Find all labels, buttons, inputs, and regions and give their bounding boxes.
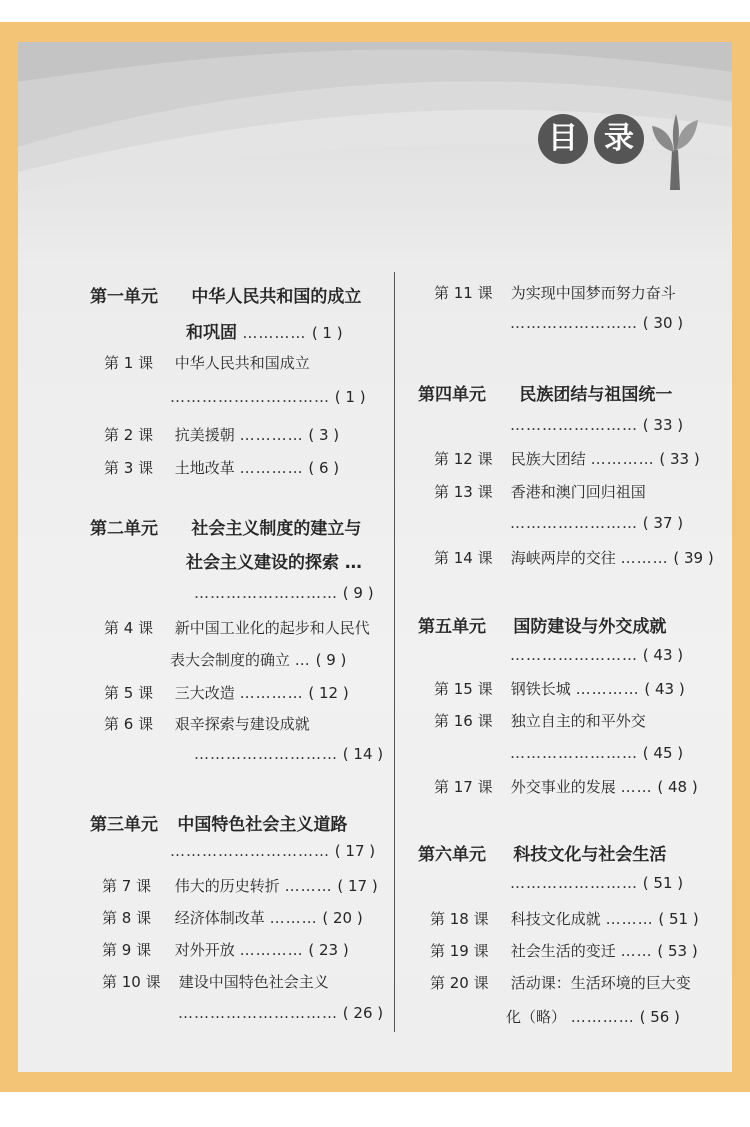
lesson-title: 经济体制改革 — [174, 909, 265, 927]
page-number: ( 30 ) — [642, 314, 684, 332]
unit-2-page-line: ……………………… ( 9 ) — [194, 584, 374, 602]
page-number: ( 1 ) — [334, 388, 366, 406]
toc-page — [18, 42, 732, 1072]
unit-name: 中华人民共和国的成立 — [191, 287, 362, 307]
lesson-19[interactable]: 第 19 课 社会生活的变迁 …… ( 53 ) — [430, 942, 698, 960]
page-number: ( 12 ) — [308, 684, 349, 702]
lesson-number: 第 6 课 — [104, 715, 154, 733]
page-number: ( 23 ) — [308, 941, 349, 959]
lesson-10-page-line: ………………………… ( 26 ) — [178, 1004, 384, 1022]
unit-3-title[interactable] — [90, 810, 347, 835]
lesson-14[interactable]: 第 14 课 海峡两岸的交往 ……… ( 39 ) — [434, 549, 714, 567]
lesson-3[interactable]: 第 3 课 土地改革 ………… ( 6 ) — [104, 459, 340, 477]
lesson-13-page-line: …………………… ( 37 ) — [510, 514, 684, 532]
column-divider — [394, 272, 395, 1032]
unit-name: 民族团结与祖国统一 — [519, 385, 673, 405]
lesson-20[interactable] — [430, 972, 691, 993]
page-number: ( 45 ) — [642, 744, 684, 762]
lesson-number: 第 12 课 — [434, 450, 493, 468]
lesson-title: 伟大的历史转折 — [174, 877, 280, 895]
page-number: ( 26 ) — [342, 1004, 384, 1022]
page-number: ( 51 ) — [642, 874, 684, 892]
lesson-number: 第 4 课 — [104, 619, 154, 637]
lesson-7[interactable]: 第 7 课 伟大的历史转折 ……… ( 17 ) — [102, 877, 378, 895]
unit-label: 第二单元 — [90, 519, 158, 539]
sprout-tree-icon — [650, 110, 700, 190]
lesson-16-page-line: …………………… ( 45 ) — [510, 744, 684, 762]
lesson-title: 香港和澳门回归祖国 — [510, 483, 646, 501]
lesson-number: 第 9 课 — [102, 941, 152, 959]
unit-name: 中国特色社会主义道路 — [177, 815, 348, 835]
lesson-title: 活动课：生活环境的巨大变 — [510, 974, 691, 992]
lesson-title: 对外开放 — [174, 941, 235, 959]
lesson-1[interactable] — [104, 352, 310, 373]
page-number: ( 43 ) — [642, 646, 684, 664]
page-number: ( 14 ) — [342, 745, 384, 763]
unit-name-cont: 社会主义建设的探索 … — [186, 553, 362, 573]
lesson-16[interactable] — [434, 710, 646, 731]
lesson-title-cont: 表大会制度的确立 — [170, 651, 291, 669]
lesson-11[interactable] — [434, 282, 676, 303]
page-frame — [0, 22, 750, 1092]
lesson-15[interactable]: 第 15 课 钢铁长城 ………… ( 43 ) — [434, 680, 685, 698]
lesson-title: 为实现中国梦而努力奋斗 — [510, 284, 676, 302]
page-number: ( 17 ) — [334, 842, 376, 860]
lesson-5[interactable]: 第 5 课 三大改造 ………… ( 12 ) — [104, 684, 349, 702]
page-number: ( 51 ) — [658, 910, 699, 928]
unit-6-title[interactable] — [418, 840, 666, 865]
lesson-number: 第 17 课 — [434, 778, 493, 796]
lesson-9[interactable]: 第 9 课 对外开放 ………… ( 23 ) — [102, 941, 349, 959]
unit-5-page-line: …………………… ( 43 ) — [510, 646, 684, 664]
lesson-number: 第 19 课 — [430, 942, 489, 960]
lesson-number: 第 16 课 — [434, 712, 493, 730]
unit-name: 国防建设与外交成就 — [513, 617, 667, 637]
page-number: ( 33 ) — [659, 450, 700, 468]
lesson-18[interactable]: 第 18 课 科技文化成就 ……… ( 51 ) — [430, 910, 699, 928]
lesson-4[interactable] — [104, 617, 370, 638]
lesson-number: 第 13 课 — [434, 483, 493, 501]
lesson-17[interactable]: 第 17 课 外交事业的发展 …… ( 48 ) — [434, 778, 698, 796]
lesson-1-page-line: ………………………… ( 1 ) — [170, 388, 366, 406]
unit-2-title[interactable] — [90, 514, 361, 539]
lesson-number: 第 3 课 — [104, 459, 154, 477]
page-number: ( 3 ) — [308, 426, 340, 444]
page-number: ( 20 ) — [322, 909, 363, 927]
lesson-number: 第 18 课 — [430, 910, 489, 928]
page-number: ( 37 ) — [642, 514, 684, 532]
page-number: ( 48 ) — [657, 778, 698, 796]
unit-name: 社会主义制度的建立与 — [191, 519, 362, 539]
lesson-title: 外交事业的发展 — [510, 778, 616, 796]
lesson-title: 科技文化成就 — [510, 910, 601, 928]
unit-label: 第一单元 — [90, 287, 158, 307]
page-number: ( 6 ) — [308, 459, 340, 477]
title-char-mu: 目 — [538, 114, 588, 164]
page-number: ( 9 ) — [342, 584, 374, 602]
lesson-6[interactable] — [104, 713, 310, 734]
page-number: ( 43 ) — [644, 680, 685, 698]
unit-label: 第四单元 — [418, 385, 486, 405]
lesson-8[interactable]: 第 8 课 经济体制改革 ……… ( 20 ) — [102, 909, 363, 927]
lesson-title: 三大改造 — [174, 684, 235, 702]
lesson-number: 第 15 课 — [434, 680, 493, 698]
unit-name-cont: 和巩固 — [186, 323, 237, 343]
lesson-number: 第 8 课 — [102, 909, 152, 927]
unit-4-page-line: …………………… ( 33 ) — [510, 416, 684, 434]
lesson-title: 中华人民共和国成立 — [174, 354, 310, 372]
unit-label: 第六单元 — [418, 845, 486, 865]
lesson-title: 钢铁长城 — [510, 680, 571, 698]
page-number: ( 53 ) — [657, 942, 698, 960]
lesson-title: 社会生活的变迁 — [510, 942, 616, 960]
title-char-lu: 录 — [594, 114, 644, 164]
page-number: ( 17 ) — [337, 877, 378, 895]
lesson-title: 艰辛探索与建设成就 — [174, 715, 310, 733]
lesson-number: 第 11 课 — [434, 284, 493, 302]
lesson-title-cont: 化（略） — [506, 1008, 567, 1026]
lesson-title: 建设中国特色社会主义 — [178, 973, 329, 991]
lesson-13[interactable] — [434, 481, 646, 502]
lesson-10[interactable] — [102, 971, 329, 992]
toc-title — [538, 114, 708, 194]
lesson-11-page-line: …………………… ( 30 ) — [510, 314, 684, 332]
lesson-2[interactable]: 第 2 课 抗美援朝 ………… ( 3 ) — [104, 426, 340, 444]
lesson-6-page-line: ……………………… ( 14 ) — [194, 745, 384, 763]
lesson-number: 第 7 课 — [102, 877, 152, 895]
lesson-number: 第 20 课 — [430, 974, 489, 992]
unit-4-title[interactable] — [418, 380, 672, 405]
lesson-title: 土地改革 — [174, 459, 235, 477]
unit-1-title-cont[interactable]: 和巩固 ………… ( 1 ) — [186, 323, 343, 343]
lesson-title: 民族大团结 — [510, 450, 586, 468]
lesson-title: 独立自主的和平外交 — [510, 712, 646, 730]
lesson-number: 第 10 课 — [102, 973, 161, 991]
unit-1-title[interactable] — [90, 282, 361, 307]
lesson-number: 第 2 课 — [104, 426, 154, 444]
page-number: ( 39 ) — [673, 549, 714, 567]
page-number: ( 1 ) — [311, 324, 343, 342]
unit-label: 第五单元 — [418, 617, 486, 637]
lesson-number: 第 5 课 — [104, 684, 154, 702]
unit-2-title-cont[interactable] — [186, 548, 362, 573]
unit-5-title[interactable] — [418, 612, 666, 637]
page-number: ( 56 ) — [639, 1008, 680, 1026]
lesson-number: 第 1 课 — [104, 354, 154, 372]
lesson-title: 新中国工业化的起步和人民代 — [174, 619, 370, 637]
lesson-20-cont: 化（略） ………… ( 56 ) — [506, 1008, 680, 1026]
page-number: ( 33 ) — [642, 416, 684, 434]
lesson-4-cont: 表大会制度的确立 … ( 9 ) — [170, 651, 347, 669]
unit-name: 科技文化与社会生活 — [513, 845, 667, 865]
lesson-number: 第 14 课 — [434, 549, 493, 567]
page-number: ( 9 ) — [315, 651, 347, 669]
lesson-title: 海峡两岸的交往 — [510, 549, 616, 567]
lesson-12[interactable]: 第 12 课 民族大团结 ………… ( 33 ) — [434, 450, 700, 468]
lesson-title: 抗美援朝 — [174, 426, 235, 444]
unit-label: 第三单元 — [90, 815, 158, 835]
unit-6-page-line: …………………… ( 51 ) — [510, 874, 684, 892]
unit-3-page-line: ………………………… ( 17 ) — [170, 842, 376, 860]
